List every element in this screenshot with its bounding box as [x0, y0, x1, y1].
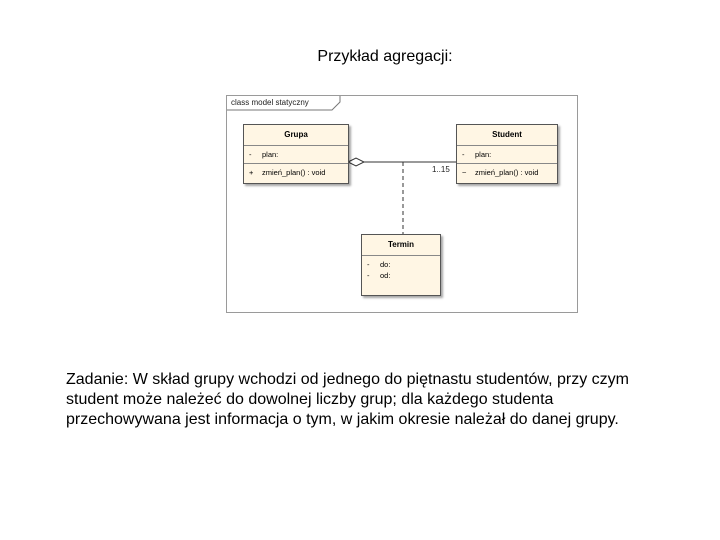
task-description: Zadanie: W skład grupy wchodzi od jednego do piętnastu studentów, przy czym student może należeć do dowolnej liczby grup; dla każdego studenta przechowywana jest informacja o tym, w jakim okresie należał do danej grupy.	[66, 371, 629, 428]
slide-title: Przykład agregacji:	[317, 48, 453, 65]
class-name: Student	[457, 125, 557, 146]
attribute-name: od:	[380, 271, 391, 280]
diagram-frame-label: class model statyczny	[231, 98, 309, 107]
visibility-marker: -	[462, 150, 465, 159]
uml-class-diagram	[226, 95, 578, 313]
attribute	[362, 270, 440, 281]
attribute	[457, 149, 557, 160]
visibility-marker: -	[249, 150, 252, 159]
attribute-name: plan:	[262, 150, 279, 159]
class-termin	[361, 234, 441, 296]
class-grupa	[243, 124, 349, 184]
attribute	[362, 259, 440, 270]
attribute-name: plan:	[475, 150, 492, 159]
operation	[244, 167, 348, 178]
class-student	[456, 124, 558, 184]
operation-name: zmień_plan() : void	[262, 168, 326, 177]
operation	[457, 167, 557, 178]
class-operations	[457, 164, 557, 181]
visibility-marker: ~	[462, 168, 467, 177]
multiplicity-label: 1..15	[432, 165, 450, 174]
attribute	[244, 149, 348, 160]
class-attributes	[362, 256, 440, 284]
class-name: Termin	[362, 235, 440, 256]
aggregation-diamond	[348, 158, 364, 166]
class-attributes	[244, 146, 348, 164]
visibility-marker: -	[367, 271, 370, 280]
visibility-marker: +	[249, 168, 254, 177]
class-name: Grupa	[244, 125, 348, 146]
visibility-marker: -	[367, 260, 370, 269]
operation-name: zmień_plan() : void	[475, 168, 539, 177]
class-attributes	[457, 146, 557, 164]
class-operations	[244, 164, 348, 181]
attribute-name: do:	[380, 260, 391, 269]
